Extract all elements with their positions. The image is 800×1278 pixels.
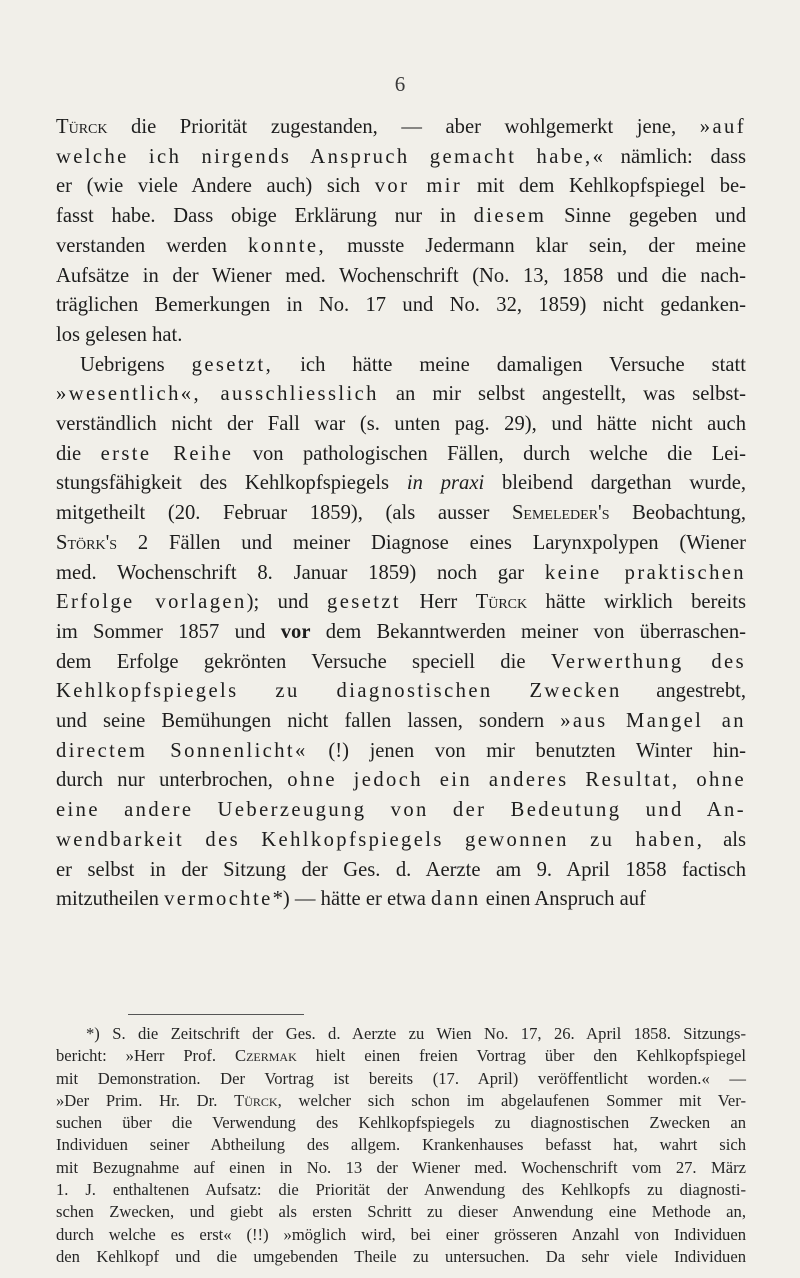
footnote-line xyxy=(56,1090,746,1112)
footnote-line xyxy=(56,1068,746,1090)
text-segment: fasst habe. Dass obige Erklärung nur in xyxy=(56,205,474,228)
text-line xyxy=(56,202,746,232)
text-line xyxy=(56,529,746,559)
text-segment: Erfolge vorlagen xyxy=(56,591,247,614)
text-line xyxy=(56,262,746,292)
text-line xyxy=(56,796,746,826)
footnote-segment: bericht: »Herr Prof. xyxy=(56,1046,236,1066)
footnote-line xyxy=(56,1112,746,1134)
text-segment: directem Sonnenlicht« xyxy=(56,739,308,762)
text-line xyxy=(56,351,746,381)
text-segment: die Priorität zugestanden, — aber wohlgemerkt jene, xyxy=(107,116,700,138)
text-segment: mit dem Kehlkopfspiegel be- xyxy=(462,175,747,198)
footnote-segment: durch welche es erst« (!!) »möglich wird, bei einer grösseren Anzahl von Individuen xyxy=(56,1224,746,1244)
text-segment: erste Reihe xyxy=(100,442,234,465)
text-segment: wendbarkeit des Kehlkopfspiegels gewonnen zu haben, xyxy=(56,828,705,851)
text-segment: vor xyxy=(280,620,311,643)
text-segment: Herr xyxy=(401,591,476,614)
text-line xyxy=(56,410,746,440)
text-line xyxy=(56,440,746,470)
text-segment: er (wie viele Andere auch) sich xyxy=(56,175,375,198)
text-line xyxy=(56,232,746,262)
footnote-line xyxy=(56,1201,746,1223)
text-segment: dem Bekanntwerden meiner von überraschen- xyxy=(310,620,746,643)
footnote-segment: mit Demonstration. Der Vortrag ist bereits (17. April) veröffentlicht worden.« — xyxy=(56,1068,746,1088)
text-segment: verständlich nicht der Fall war (s. unten pag. 29), und hätte nicht auch xyxy=(56,413,746,436)
page-number: 6 xyxy=(394,72,406,96)
text-line xyxy=(56,469,746,499)
text-line xyxy=(56,677,746,707)
text-line xyxy=(56,766,746,796)
text-line xyxy=(56,321,746,351)
text-segment: los gelesen hat. xyxy=(56,323,183,346)
footnote-segment: den Kehlkopf und die umgebenden Theile zu untersuchen. Da sehr viele Individuen xyxy=(56,1246,746,1266)
text-segment: im Sommer 1857 und xyxy=(56,620,281,643)
text-segment: »auf xyxy=(699,116,746,138)
footnote-line xyxy=(56,1179,746,1201)
text-segment: in praxi xyxy=(406,472,485,495)
text-segment: gesetzt, xyxy=(191,353,274,376)
text-segment: er selbst in der Sitzung der Ges. d. Aerzte am 9. April 1858 factisch xyxy=(56,858,746,881)
text-segment: konnte, xyxy=(248,234,327,257)
footnote-segment: 1. J. enthaltenen Aufsatz: die Priorität der Anwendung des Kehlkopfs zu diagnosti- xyxy=(56,1180,746,1200)
footnote-segment: Czermak xyxy=(235,1046,297,1066)
text-segment: dann xyxy=(431,888,481,911)
text-segment: von pathologischen Fällen, durch welche die Lei- xyxy=(233,442,746,465)
text-segment: eine andere Ueberzeugung von der Bedeutung und An- xyxy=(56,799,746,822)
text-segment: diesem xyxy=(473,205,547,228)
footnote-segment: »Der Prim. Hr. Dr. xyxy=(56,1090,235,1110)
text-segment: Türck xyxy=(475,591,528,614)
text-line xyxy=(56,885,746,915)
text-line xyxy=(56,499,746,529)
text-segment: einen Anspruch auf xyxy=(480,888,646,911)
text-segment: stungsfähigkeit des Kehlkopfspiegels xyxy=(56,472,407,495)
text-segment: Aufsätze in der Wiener med. Wochenschrift (No. 13, 1858 und die nach- xyxy=(56,264,746,287)
text-line xyxy=(56,588,746,618)
text-line xyxy=(56,856,746,886)
text-segment: ); und xyxy=(246,591,328,614)
footnote-segment: schen Zwecken, und giebt als ersten Schritt zu dieser Anwendung eine Methode an, xyxy=(56,1202,746,1222)
text-segment: « nämlich: dass xyxy=(592,145,746,168)
footnote-line xyxy=(56,1157,746,1179)
text-line xyxy=(56,826,746,856)
footnote-segment: Türck xyxy=(234,1090,278,1110)
text-segment: 2 Fällen und meiner Diagnose eines Larynxpolypen (Wiener xyxy=(117,531,746,554)
text-segment: träglichen Bemerkungen in No. 17 und No. 32, 1859) nicht gedanken- xyxy=(56,294,746,317)
text-segment: an mir selbst angestellt, was selbst- xyxy=(378,383,746,406)
text-segment: die xyxy=(56,442,101,465)
text-segment: als xyxy=(704,828,746,851)
text-segment: angestrebt, xyxy=(621,680,746,703)
text-line xyxy=(56,559,746,589)
footnote xyxy=(56,1023,746,1268)
body-text xyxy=(56,113,746,915)
text-line xyxy=(56,648,746,678)
footnote-divider xyxy=(128,1014,304,1015)
text-segment: Uebrigens xyxy=(80,353,192,376)
footnote-line xyxy=(56,1045,746,1067)
text-segment: mitgetheilt (20. Februar 1859), (als ausser xyxy=(56,502,512,525)
footnote-segment: mit Bezugnahme auf einen in No. 13 der Wiener med. Wochenschrift vom 27. März xyxy=(56,1157,746,1177)
footnote-segment: Individuen seiner Abtheilung des allgem. Krankenhauses befasst hat, wahrt sich xyxy=(56,1135,746,1155)
footnote-segment: hielt einen freien Vortrag über den Kehlkopfspiegel xyxy=(296,1046,746,1066)
footnote-line xyxy=(56,1246,746,1268)
text-line xyxy=(56,618,746,648)
text-segment: Kehlkopfspiegels zu diagnostischen Zwecken xyxy=(56,680,622,703)
text-segment: (!) jenen von mir benutzten Winter hin- xyxy=(307,739,746,762)
text-segment: vor mir xyxy=(374,175,463,198)
text-line xyxy=(56,143,746,173)
text-segment: ohne jedoch ein anderes Resultat, ohne xyxy=(287,769,746,792)
text-line xyxy=(56,380,746,410)
text-segment: hätte wirklich bereits xyxy=(527,591,746,614)
footnote-segment: , welcher sich schon im abgelaufenen Sommer mit Ver- xyxy=(277,1090,746,1110)
text-segment: mitzutheilen xyxy=(56,888,165,911)
text-line xyxy=(56,291,746,321)
text-segment: Verwerthung des xyxy=(550,650,746,673)
text-segment: »wesentlich«, ausschliesslich xyxy=(56,383,379,406)
text-segment: med. Wochenschrift 8. Januar 1859) noch gar xyxy=(56,561,545,584)
text-segment: ich hätte meine damaligen Versuche statt xyxy=(273,353,746,376)
text-segment: musste Jedermann klar sein, der meine xyxy=(326,234,746,257)
text-segment: vermochte xyxy=(164,888,273,911)
text-segment: durch nur unterbrochen, xyxy=(56,769,288,792)
text-segment: *) — hätte er etwa xyxy=(272,888,431,911)
text-segment: Sinne gegeben und xyxy=(546,205,746,228)
text-segment: Beobachtung, xyxy=(609,502,746,525)
footnote-line xyxy=(56,1134,746,1156)
footnote-line xyxy=(56,1224,746,1246)
text-segment: Semeleder's xyxy=(511,502,610,525)
text-line xyxy=(56,737,746,767)
text-segment: Störk's xyxy=(56,531,118,554)
text-line xyxy=(56,707,746,737)
text-segment: bleibend dargethan wurde, xyxy=(484,472,746,495)
footnote-segment: suchen über die Verwendung des Kehlkopfspiegels zu diagnostischen Zwecken an xyxy=(56,1113,746,1133)
text-segment: keine praktischen xyxy=(544,561,746,584)
text-line xyxy=(56,113,746,143)
text-segment: »aus Mangel an xyxy=(560,710,747,733)
text-segment: verstanden werden xyxy=(56,234,249,257)
text-segment: Türck xyxy=(56,116,108,138)
text-segment: gesetzt xyxy=(327,591,401,614)
text-segment: welche ich nirgends Anspruch gemacht habe, xyxy=(56,145,593,168)
text-line xyxy=(56,172,746,202)
text-segment: dem Erfolge gekrönten Versuche speciell die xyxy=(56,650,551,673)
footnote-line xyxy=(56,1023,746,1045)
footnote-segment: *) S. die Zeitschrift der Ges. d. Aerzte zu Wien No. 17, 26. April 1858. Sitzungs- xyxy=(86,1024,746,1043)
text-segment: und seine Bemühungen nicht fallen lassen, sondern xyxy=(56,710,561,733)
